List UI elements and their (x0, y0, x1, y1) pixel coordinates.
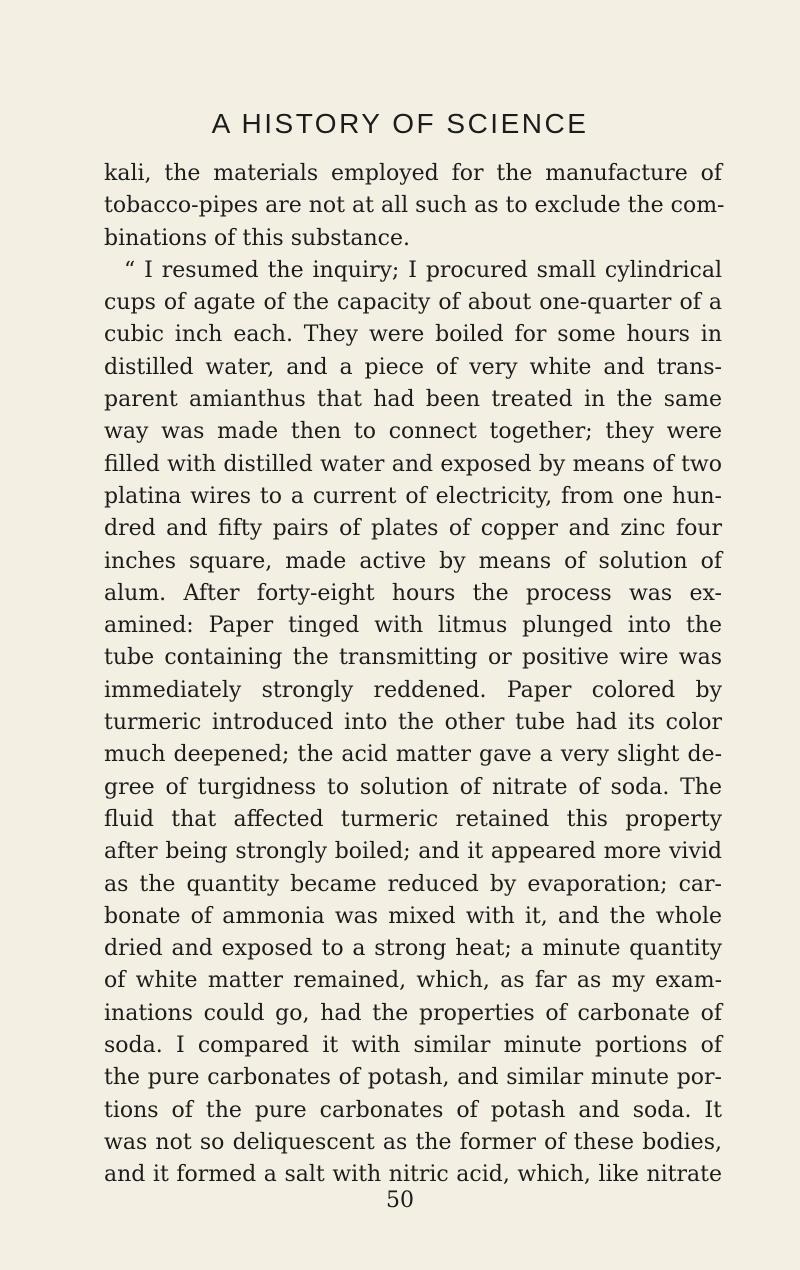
text-line: as the quantity became reduced by evaporation; car- (104, 871, 722, 897)
text-line: tube containing the transmitting or positive wire was (104, 645, 722, 671)
text-line: gree of turgidness to solution of nitrate of soda. The (104, 774, 722, 800)
text-line: the pure carbonates of potash, and similar minute por- (104, 1065, 722, 1091)
text-line: dred and fifty pairs of plates of copper and zinc four (104, 516, 722, 542)
text-line: inations could go, had the properties of carbonate of (104, 1000, 722, 1026)
text-line: bonate of ammonia was mixed with it, and the whole (104, 903, 722, 929)
text-line: dried and exposed to a strong heat; a minute quantity (104, 936, 722, 962)
text-line: amined: Paper tinged with litmus plunged into the (104, 613, 722, 639)
text-line: of white matter remained, which, as far as my exam- (104, 968, 722, 994)
text-line: fluid that affected turmeric retained this property (104, 806, 722, 832)
text-line: much deepened; the acid matter gave a very slight de- (104, 742, 722, 768)
page-number: 50 (386, 1188, 414, 1213)
text-line: tions of the pure carbonates of potash and soda. It (104, 1097, 722, 1123)
text-line: parent amianthus that had been treated in the same (104, 387, 722, 413)
text-line: kali, the materials employed for the manufacture of (104, 161, 722, 186)
text-line: cups of agate of the capacity of about one-quarter of a (104, 290, 722, 316)
text-line: alum. After forty-eight hours the process was ex- (104, 580, 722, 606)
text-line: was not so deliquescent as the former of these bodies, (104, 1129, 722, 1155)
text-line: soda. I compared it with similar minute portions of (104, 1033, 722, 1059)
text-line: after being strongly boiled; and it appeared more vivid (104, 839, 722, 865)
text-line: distilled water, and a piece of very white and trans- (104, 354, 722, 380)
text-line: inches square, made active by means of solution of (104, 548, 722, 574)
body-text (104, 158, 725, 1192)
text-line: way was made then to connect together; they were (104, 419, 722, 445)
text-line: cubic inch each. They were boiled for some hours in (104, 322, 722, 348)
text-line: filled with distilled water and exposed by means of two (104, 451, 722, 477)
text-line: platina wires to a current of electricity, from one hun- (104, 483, 722, 509)
text-line: “ I resumed the inquiry; I procured small cylindrical (124, 257, 722, 283)
text-line: and it formed a salt with nitric acid, which, like nitrate (104, 1162, 722, 1188)
running-head: A HISTORY OF SCIENCE (211, 108, 589, 139)
text-line: tobacco-pipes are not at all such as to exclude the com- (104, 193, 725, 219)
text-line: immediately strongly reddened. Paper colored by (104, 677, 722, 703)
text-line: turmeric introduced into the other tube had its color (104, 710, 722, 736)
text-line: binations of this substance. (104, 225, 410, 251)
